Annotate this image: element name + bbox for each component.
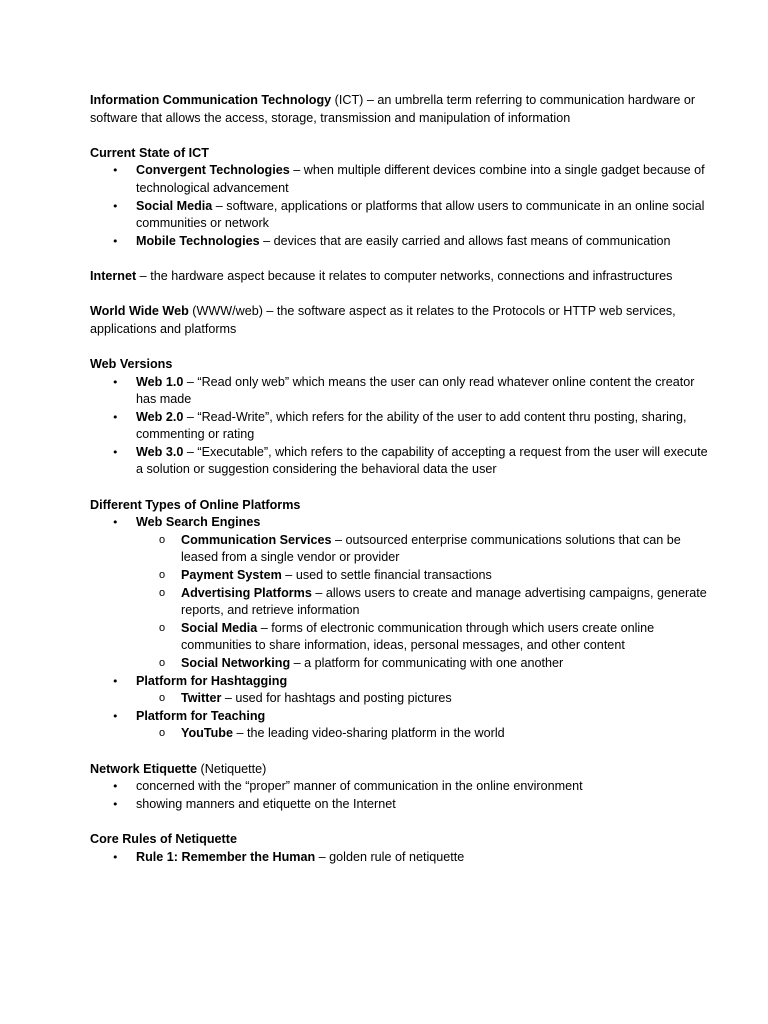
netiquette-abbrev: (Netiquette)	[197, 761, 267, 776]
item-description: – “Executable”, which refers to the capability of accepting a request from the user will execute a solution or suggestion considering the behavioral data the user	[136, 444, 708, 477]
subitem-term: Payment System	[181, 568, 282, 583]
netiquette-item: • concerned with the “proper” manner of communication in the online environment	[90, 778, 708, 796]
subitem-description: – a platform for communicating with one another	[290, 656, 564, 670]
www-definition	[90, 303, 708, 338]
platform-subitem	[90, 690, 708, 708]
subitem-description: – the leading video-sharing platform in the world	[233, 726, 505, 741]
platform-group-term: Platform for Teaching	[136, 708, 266, 723]
item-term: Web 2.0	[136, 409, 184, 424]
subitem-term: Social Networking	[181, 656, 291, 670]
core-rules-section	[90, 831, 708, 866]
current-state-item	[90, 162, 708, 197]
platforms-section	[90, 497, 708, 743]
item-description: – software, applications or platforms that allow users to communicate in an online social communities or network	[136, 198, 705, 231]
www-description: (WWW/web) – the software aspect as it relates to the Protocols or HTTP web services, applications and platforms	[90, 304, 676, 336]
platform-group	[90, 673, 708, 708]
platform-group	[90, 514, 708, 672]
web-versions-heading	[90, 356, 708, 374]
ict-term: Information Communication Technology	[90, 93, 332, 107]
web-versions-section	[90, 356, 708, 479]
www-term: World Wide Web	[90, 304, 189, 319]
item-description: – devices that are easily carried and allows fast means of communication	[259, 233, 671, 248]
platform-group-term: Platform for Hashtagging	[136, 673, 288, 688]
web-version-item	[90, 374, 708, 409]
item-term: Convergent Technologies	[136, 163, 290, 178]
item-description: – when multiple different devices combine into a single gadget because of technological advancement	[136, 163, 705, 195]
rule-term: Rule 1: Remember the Human	[136, 849, 316, 864]
rule-description: – golden rule of netiquette	[315, 849, 465, 864]
web-version-item	[90, 409, 708, 444]
core-rules-heading	[90, 831, 708, 849]
current-state-item	[90, 198, 708, 233]
current-state-section	[90, 145, 708, 251]
subitem-term: Advertising Platforms	[181, 585, 312, 600]
item-term: Social Media	[136, 198, 213, 213]
netiquette-section	[90, 761, 708, 814]
item-description: – “Read only web” which means the user can only read whatever online content the creator has made	[136, 374, 695, 407]
platform-group	[90, 708, 708, 743]
platform-sublist	[136, 725, 708, 743]
netiquette-list	[90, 778, 708, 813]
platforms-heading-text: Different Types of Online Platforms	[90, 497, 301, 512]
item-description: – “Read-Write”, which refers for the ability of the user to add content thru posting, sharing, commenting or rating	[136, 409, 687, 442]
ict-description: (ICT) – an umbrella term referring to communication hardware or software that allows the access, storage, transmission and manipulation of information	[90, 93, 696, 125]
subitem-term: Twitter	[181, 691, 222, 706]
internet-definition	[90, 268, 708, 286]
subitem-term: YouTube	[181, 726, 233, 741]
web-versions-list	[90, 374, 708, 480]
current-state-heading-text: Current State of ICT	[90, 145, 209, 160]
subitem-description: – outsourced enterprise communications solutions that can be leased from a single vendor or provider	[181, 532, 681, 565]
subitem-term: Communication Services	[181, 532, 332, 547]
netiquette-heading	[90, 761, 708, 779]
platform-sublist	[136, 532, 708, 673]
subitem-term: Social Media	[181, 620, 258, 635]
internet-description: – the hardware aspect because it relates to computer networks, connections and infrastructures	[136, 268, 673, 283]
subitem-description: – used for hashtags and posting pictures	[221, 691, 452, 706]
current-state-heading	[90, 145, 708, 163]
platform-group-term: Web Search Engines	[136, 515, 261, 530]
web-version-item	[90, 444, 708, 479]
ict-definition	[90, 92, 708, 127]
netiquette-item: • showing manners and etiquette on the Internet	[90, 796, 708, 814]
current-state-item	[90, 233, 708, 251]
item-term: Web 3.0	[136, 444, 184, 459]
platform-subitem	[90, 567, 708, 585]
core-rule-item	[90, 849, 708, 867]
item-term: Mobile Technologies	[136, 233, 260, 248]
internet-term: Internet	[90, 268, 137, 283]
platforms-heading	[90, 497, 708, 515]
current-state-list	[90, 162, 708, 250]
platform-subitem	[90, 725, 708, 743]
platform-subitem	[90, 532, 708, 567]
platform-sublist	[136, 690, 708, 708]
netiquette-term: Network Etiquette	[90, 761, 198, 776]
subitem-description: – forms of electronic communication through which users create online communities to share information, ideas, personal messages, and other content	[181, 620, 655, 653]
core-rules-heading-text: Core Rules of Netiquette	[90, 831, 237, 846]
core-rules-list	[90, 849, 708, 867]
platform-subitem	[90, 585, 708, 620]
web-versions-heading-text: Web Versions	[90, 356, 173, 371]
platform-subitem	[90, 655, 708, 673]
subitem-description: – allows users to create and manage advertising campaigns, generate reports, and retrieve information	[181, 585, 707, 618]
subitem-description: – used to settle financial transactions	[281, 568, 492, 583]
platforms-list	[90, 514, 708, 743]
item-term: Web 1.0	[136, 374, 184, 389]
platform-subitem	[90, 620, 708, 655]
